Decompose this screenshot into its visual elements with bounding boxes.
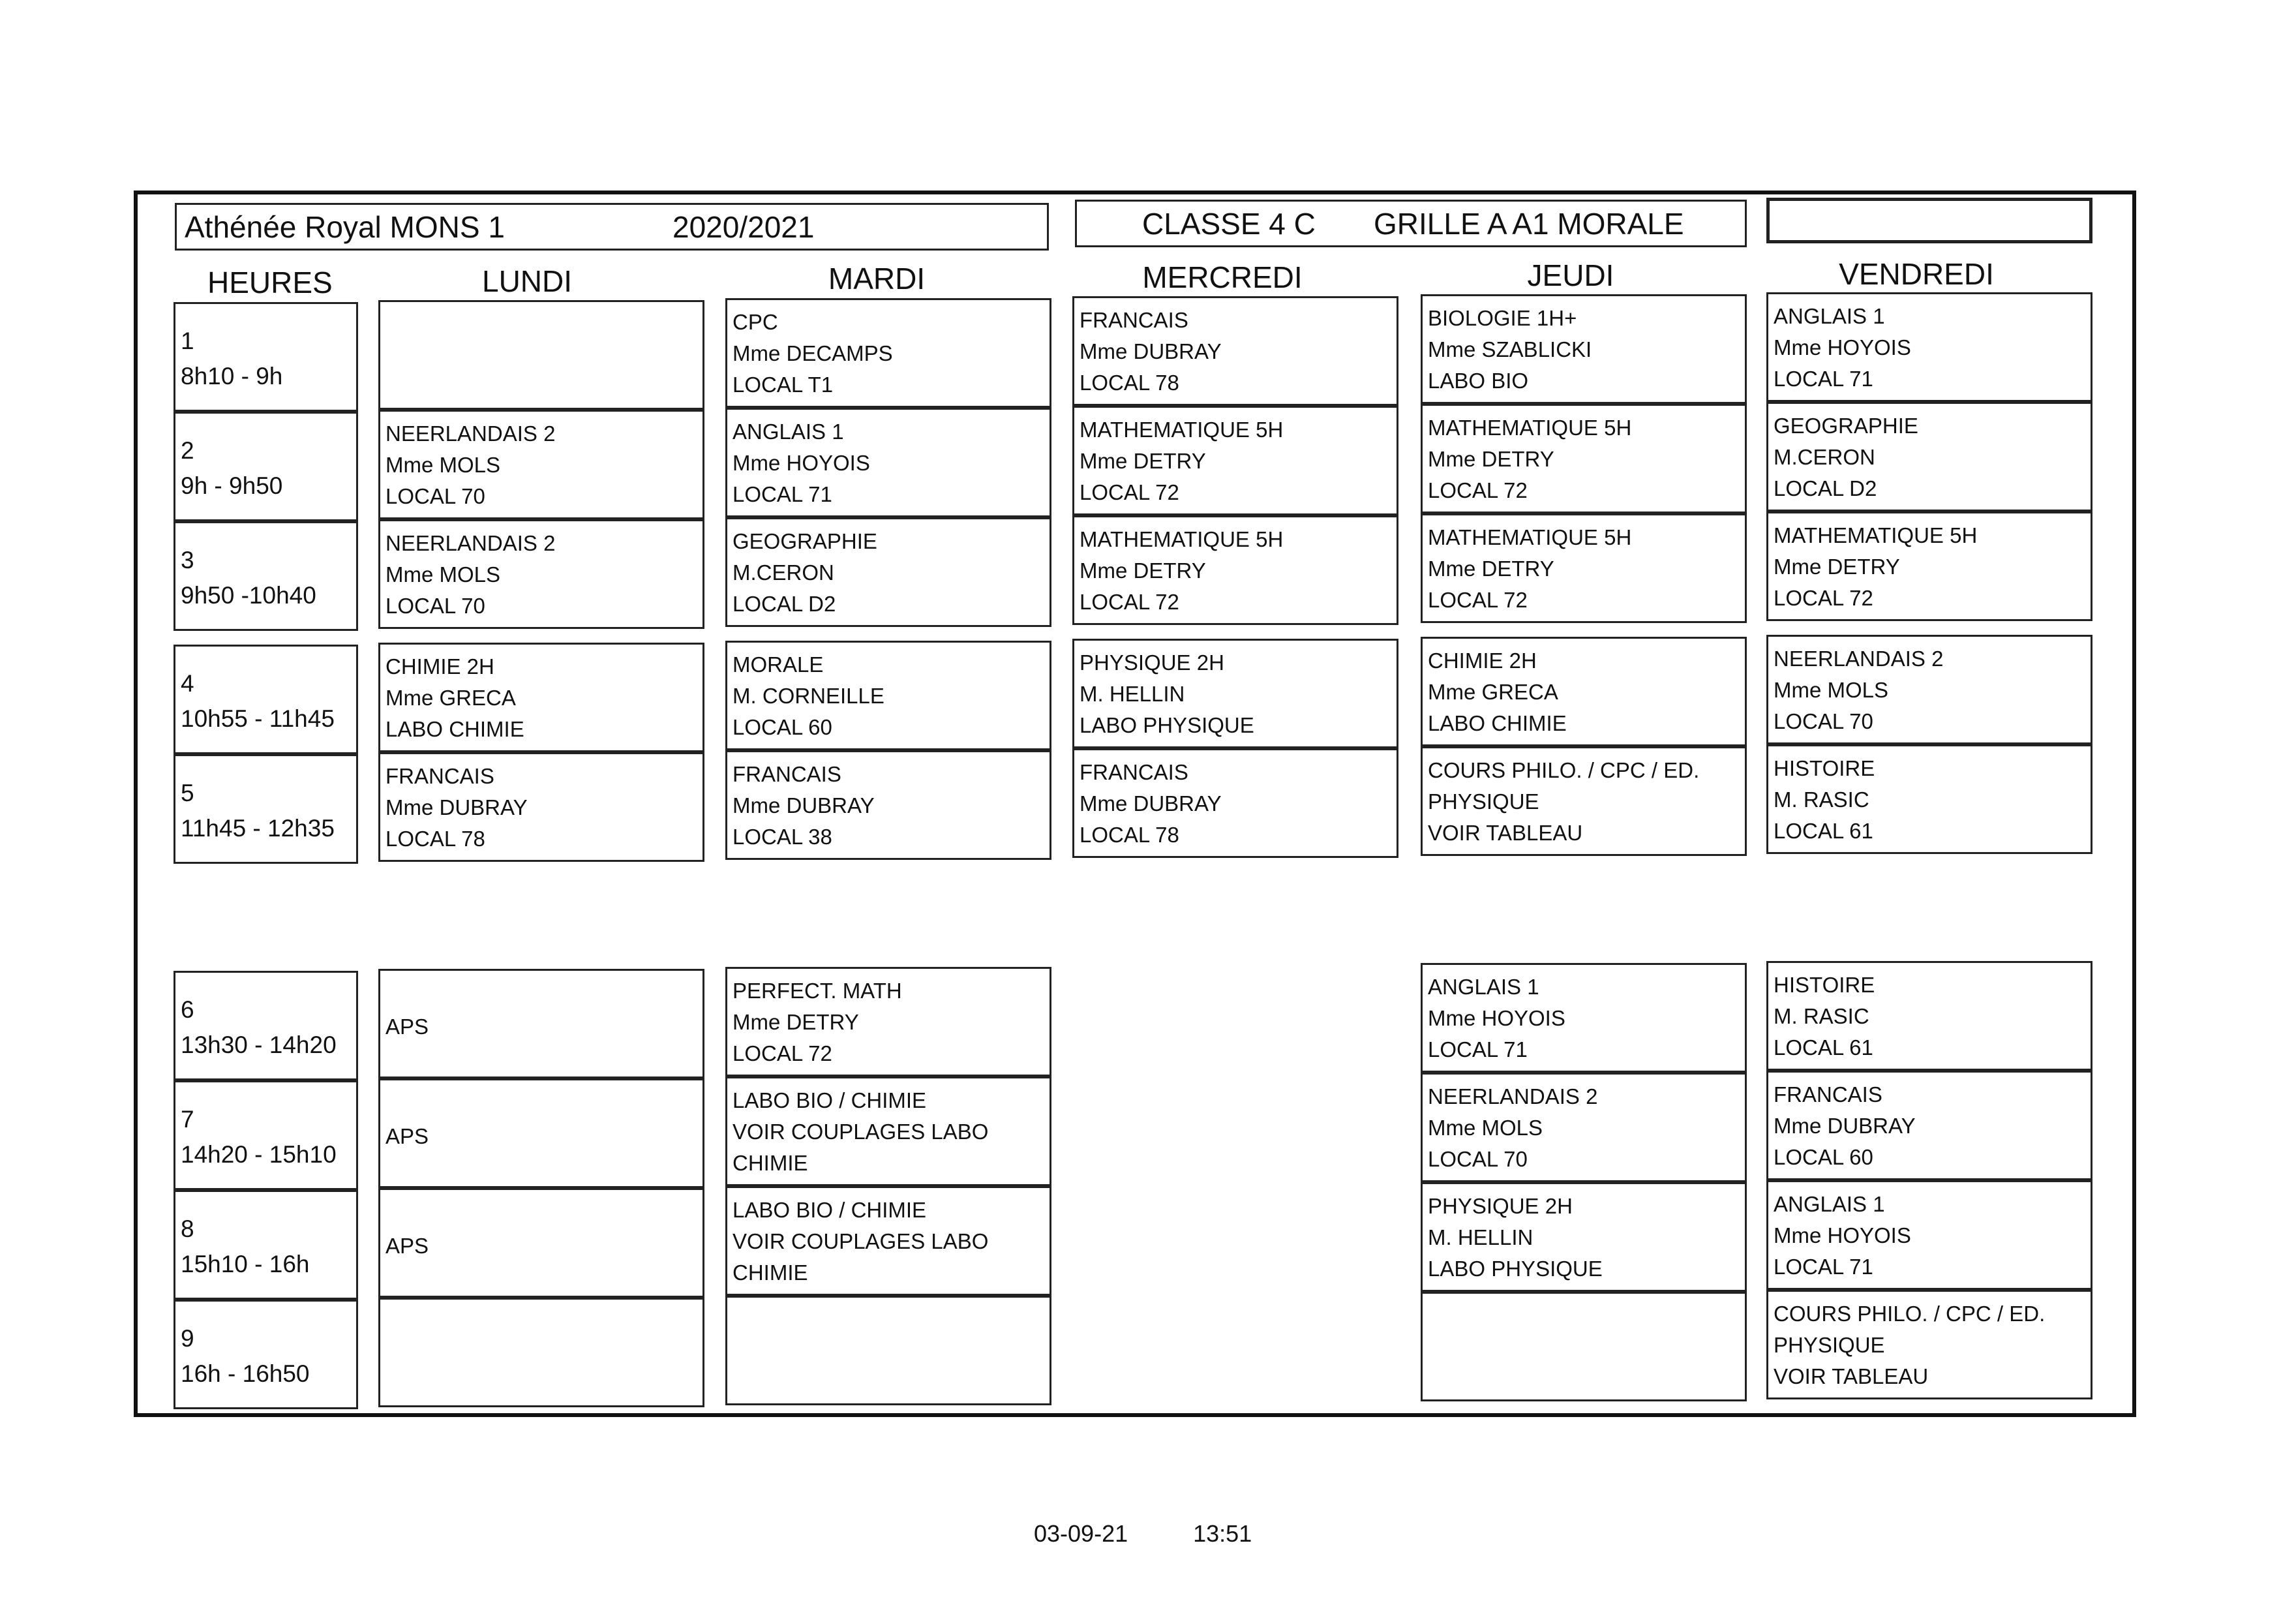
course-cell-jeudi: [1421, 1073, 1747, 1182]
course-room: VOIR TABLEAU: [1774, 1364, 1929, 1388]
course-room: LOCAL 70: [385, 594, 485, 618]
course-cell-jeudi: [1421, 404, 1747, 513]
course-cell-vendredi: [1766, 402, 2092, 511]
course-teacher: M. RASIC: [1774, 787, 1869, 812]
course-room: LABO BIO: [1428, 369, 1529, 393]
course-subject: FRANCAIS: [1080, 760, 1188, 784]
course-cell-mercredi: [1072, 296, 1398, 406]
course-teacher: Mme DETRY: [1080, 558, 1206, 583]
course-subject: NEERLANDAIS 2: [385, 531, 556, 555]
course-cell-mercredi: [1072, 406, 1398, 515]
course-teacher: Mme DUBRAY: [733, 793, 875, 817]
course-cell-lundi: [378, 643, 704, 752]
course-cell-lundi: [378, 1188, 704, 1298]
course-cell-mercredi: [1072, 639, 1398, 748]
hour-time: 15h10 - 16h: [181, 1251, 310, 1277]
hour-time: 9h50 -10h40: [181, 582, 316, 609]
course-subject: NEERLANDAIS 2: [1774, 647, 1944, 671]
course-subject: FRANCAIS: [733, 762, 841, 786]
course-cell-lundi: [378, 519, 704, 629]
course-cell-mardi: [725, 408, 1051, 517]
course-subject: COURS PHILO. / CPC / ED.: [1428, 758, 1700, 782]
course-room: LOCAL 71: [1428, 1037, 1528, 1061]
course-teacher: VOIR COUPLAGES LABO: [733, 1229, 989, 1253]
course-cell-jeudi: [1421, 637, 1747, 746]
course-cell-vendredi: [1766, 744, 2092, 854]
course-room: LOCAL 61: [1774, 819, 1873, 843]
course-subject: ANGLAIS 1: [733, 420, 844, 444]
course-subject: MATHEMATIQUE 5H: [1080, 418, 1284, 442]
hour-number: 2: [181, 437, 194, 464]
course-cell-vendredi: [1766, 511, 2092, 621]
course-teacher: VOIR COUPLAGES LABO: [733, 1120, 989, 1144]
course-subject: MORALE: [733, 652, 824, 677]
hour-cell: [174, 1190, 358, 1300]
course-subject: FRANCAIS: [1080, 308, 1188, 332]
course-subject: LABO BIO / CHIMIE: [733, 1088, 927, 1112]
course-subject: PHYSIQUE 2H: [1080, 650, 1224, 675]
course-cell-lundi: [378, 1078, 704, 1188]
course-teacher: Mme DETRY: [1080, 449, 1206, 473]
hour-cell: [174, 521, 358, 631]
course-subject: GEOGRAPHIE: [1774, 414, 1918, 438]
course-subject: NEERLANDAIS 2: [1428, 1084, 1598, 1108]
hour-cell: [174, 412, 358, 521]
course-room: LOCAL 71: [1774, 1255, 1873, 1279]
course-room: LOCAL 38: [733, 825, 832, 849]
course-teacher: Mme DETRY: [1428, 447, 1554, 471]
course-teacher: M. HELLIN: [1080, 682, 1185, 706]
hour-number: 9: [181, 1325, 194, 1352]
hour-time: 13h30 - 14h20: [181, 1031, 337, 1058]
course-subject: APS: [385, 1015, 429, 1039]
course-room: LOCAL 70: [1774, 709, 1873, 733]
column-vendredi: VENDREDI: [1839, 257, 1994, 291]
course-teacher: M.CERON: [1774, 445, 1875, 469]
blank-header-box: [1766, 198, 2092, 243]
column-lundi: LUNDI: [481, 264, 573, 298]
course-subject: COURS PHILO. / CPC / ED.: [1774, 1302, 2046, 1326]
course-subject: NEERLANDAIS 2: [385, 421, 556, 446]
course-room: LOCAL 78: [1080, 371, 1179, 395]
hour-cell: [174, 1080, 358, 1190]
course-room: LOCAL 72: [1080, 590, 1179, 614]
course-teacher: Mme DUBRAY: [1080, 791, 1222, 816]
hour-cell: [174, 754, 358, 864]
course-teacher: Mme DUBRAY: [1080, 339, 1222, 363]
course-subject: BIOLOGIE 1H+: [1428, 306, 1577, 330]
empty-cell-lundi: [378, 1298, 704, 1407]
hour-time: 14h20 - 15h10: [181, 1141, 337, 1168]
course-room: LABO CHIMIE: [1428, 711, 1567, 735]
course-subject: MATHEMATIQUE 5H: [1080, 527, 1284, 551]
course-room: LOCAL 60: [1774, 1145, 1873, 1169]
course-room: LOCAL D2: [733, 592, 836, 616]
course-teacher: M.CERON: [733, 560, 834, 585]
course-cell-lundi: [378, 410, 704, 519]
course-cell-mardi: [725, 1076, 1051, 1186]
class-grid-box: [1075, 200, 1747, 247]
course-teacher: Mme GRECA: [1428, 680, 1558, 704]
grid-name: GRILLE A A1 MORALE: [1374, 206, 1684, 241]
course-room: LOCAL 61: [1774, 1035, 1873, 1060]
course-room: CHIMIE: [733, 1151, 808, 1175]
course-cell-mercredi: [1072, 748, 1398, 858]
course-teacher: Mme DETRY: [733, 1010, 859, 1034]
course-cell-mardi: [725, 750, 1051, 860]
column-mardi: MARDI: [828, 262, 926, 296]
course-cell-mardi: [725, 298, 1051, 408]
course-cell-lundi: [378, 752, 704, 862]
hour-time: 11h45 - 12h35: [181, 815, 335, 842]
course-room: LOCAL 72: [1428, 478, 1528, 502]
course-cell-vendredi: [1766, 1180, 2092, 1290]
hour-cell: [174, 1300, 358, 1409]
course-room: LOCAL 60: [733, 715, 832, 739]
print-footer: [1034, 1520, 1252, 1548]
timetable-sheet: [134, 191, 2136, 1417]
hour-time: 16h - 16h50: [181, 1360, 310, 1387]
course-subject: LABO BIO / CHIMIE: [733, 1198, 927, 1222]
hour-cell: [174, 645, 358, 754]
course-cell-jeudi: [1421, 1182, 1747, 1292]
course-teacher: Mme MOLS: [385, 562, 501, 587]
course-teacher: Mme DUBRAY: [1774, 1114, 1916, 1138]
school-year-box: [175, 203, 1049, 251]
class-name: CLASSE 4 C: [1142, 206, 1316, 241]
course-teacher: Mme DECAMPS: [733, 341, 893, 365]
course-cell-jeudi: [1421, 294, 1747, 404]
course-room: LOCAL 71: [733, 482, 832, 506]
course-teacher: M. CORNEILLE: [733, 684, 884, 708]
course-teacher: Mme HOYOIS: [733, 451, 870, 475]
course-cell-mardi: [725, 1186, 1051, 1296]
column-mercredi: MERCREDI: [1142, 260, 1303, 294]
course-subject: APS: [385, 1234, 429, 1258]
empty-cell-mardi: [725, 1296, 1051, 1405]
course-room: VOIR TABLEAU: [1428, 821, 1583, 845]
course-teacher: Mme HOYOIS: [1774, 1223, 1911, 1247]
hour-number: 6: [181, 996, 194, 1023]
course-room: LOCAL 78: [1080, 823, 1179, 847]
course-room: LOCAL 72: [733, 1041, 832, 1065]
course-subject: HISTOIRE: [1774, 756, 1875, 780]
hour-number: 4: [181, 670, 194, 697]
course-teacher: Mme SZABLICKI: [1428, 337, 1592, 361]
empty-cell-lundi: [378, 300, 704, 410]
print-time: 13:51: [1193, 1520, 1252, 1547]
hour-time: 10h55 - 11h45: [181, 705, 335, 732]
course-subject: CHIMIE 2H: [385, 654, 494, 679]
hour-cell: [174, 302, 358, 412]
empty-cell-jeudi: [1421, 1292, 1747, 1401]
course-teacher: Mme MOLS: [1774, 678, 1889, 702]
course-teacher: Mme MOLS: [385, 453, 501, 477]
course-cell-jeudi: [1421, 513, 1747, 623]
course-subject: FRANCAIS: [1774, 1082, 1882, 1107]
course-subject: FRANCAIS: [385, 764, 494, 788]
course-subject: MATHEMATIQUE 5H: [1774, 523, 1978, 547]
course-cell-jeudi: [1421, 746, 1747, 856]
course-teacher: Mme DETRY: [1774, 555, 1900, 579]
course-cell-vendredi: [1766, 635, 2092, 744]
course-teacher: Mme HOYOIS: [1774, 335, 1911, 359]
hour-cell: [174, 971, 358, 1080]
course-subject: APS: [385, 1124, 429, 1148]
course-subject: GEOGRAPHIE: [733, 529, 877, 553]
course-teacher: PHYSIQUE: [1774, 1333, 1885, 1357]
course-teacher: Mme DUBRAY: [385, 795, 528, 819]
column-heures: HEURES: [207, 266, 333, 299]
course-subject: CPC: [733, 310, 778, 334]
course-cell-vendredi: [1766, 1290, 2092, 1399]
course-cell-mardi: [725, 967, 1051, 1076]
course-room: LABO PHYSIQUE: [1080, 713, 1254, 737]
course-subject: CHIMIE 2H: [1428, 649, 1537, 673]
hour-number: 8: [181, 1215, 194, 1242]
course-teacher: PHYSIQUE: [1428, 789, 1539, 814]
course-room: LOCAL 78: [385, 827, 485, 851]
course-cell-mardi: [725, 517, 1051, 627]
course-room: CHIMIE: [733, 1260, 808, 1285]
hour-time: 9h - 9h50: [181, 472, 283, 499]
course-teacher: M. HELLIN: [1428, 1225, 1533, 1249]
course-cell-mercredi: [1072, 515, 1398, 625]
course-cell-vendredi: [1766, 1071, 2092, 1180]
course-room: LOCAL 70: [385, 484, 485, 508]
course-cell-vendredi: [1766, 961, 2092, 1071]
course-room: LOCAL 71: [1774, 367, 1873, 391]
school-year: 2020/2021: [672, 209, 815, 244]
course-teacher: Mme HOYOIS: [1428, 1006, 1565, 1030]
course-cell-mardi: [725, 641, 1051, 750]
course-subject: HISTOIRE: [1774, 973, 1875, 997]
hour-number: 1: [181, 328, 194, 354]
course-subject: ANGLAIS 1: [1428, 975, 1539, 999]
course-room: LOCAL 72: [1428, 588, 1528, 612]
course-subject: ANGLAIS 1: [1774, 304, 1885, 328]
course-room: LOCAL 72: [1774, 586, 1873, 610]
course-teacher: Mme DETRY: [1428, 557, 1554, 581]
hour-time: 8h10 - 9h: [181, 363, 283, 389]
course-subject: PHYSIQUE 2H: [1428, 1194, 1573, 1218]
course-teacher: Mme MOLS: [1428, 1116, 1543, 1140]
course-room: LOCAL T1: [733, 373, 834, 397]
hour-number: 3: [181, 547, 194, 573]
hour-number: 5: [181, 780, 194, 806]
course-subject: PERFECT. MATH: [733, 979, 902, 1003]
course-cell-jeudi: [1421, 963, 1747, 1073]
hour-number: 7: [181, 1106, 194, 1133]
course-cell-vendredi: [1766, 292, 2092, 402]
course-subject: MATHEMATIQUE 5H: [1428, 525, 1632, 549]
course-subject: MATHEMATIQUE 5H: [1428, 416, 1632, 440]
column-jeudi: JEUDI: [1527, 258, 1614, 292]
course-teacher: M. RASIC: [1774, 1004, 1869, 1028]
school-name: Athénée Royal MONS 1: [185, 209, 505, 244]
print-date: 03-09-21: [1034, 1520, 1128, 1547]
course-teacher: Mme GRECA: [385, 686, 516, 710]
course-room: LOCAL 72: [1080, 480, 1179, 504]
course-room: LABO CHIMIE: [385, 717, 524, 741]
course-subject: ANGLAIS 1: [1774, 1192, 1885, 1216]
course-room: LABO PHYSIQUE: [1428, 1257, 1603, 1281]
course-cell-lundi: [378, 969, 704, 1078]
course-room: LOCAL 70: [1428, 1147, 1528, 1171]
course-room: LOCAL D2: [1774, 476, 1877, 500]
